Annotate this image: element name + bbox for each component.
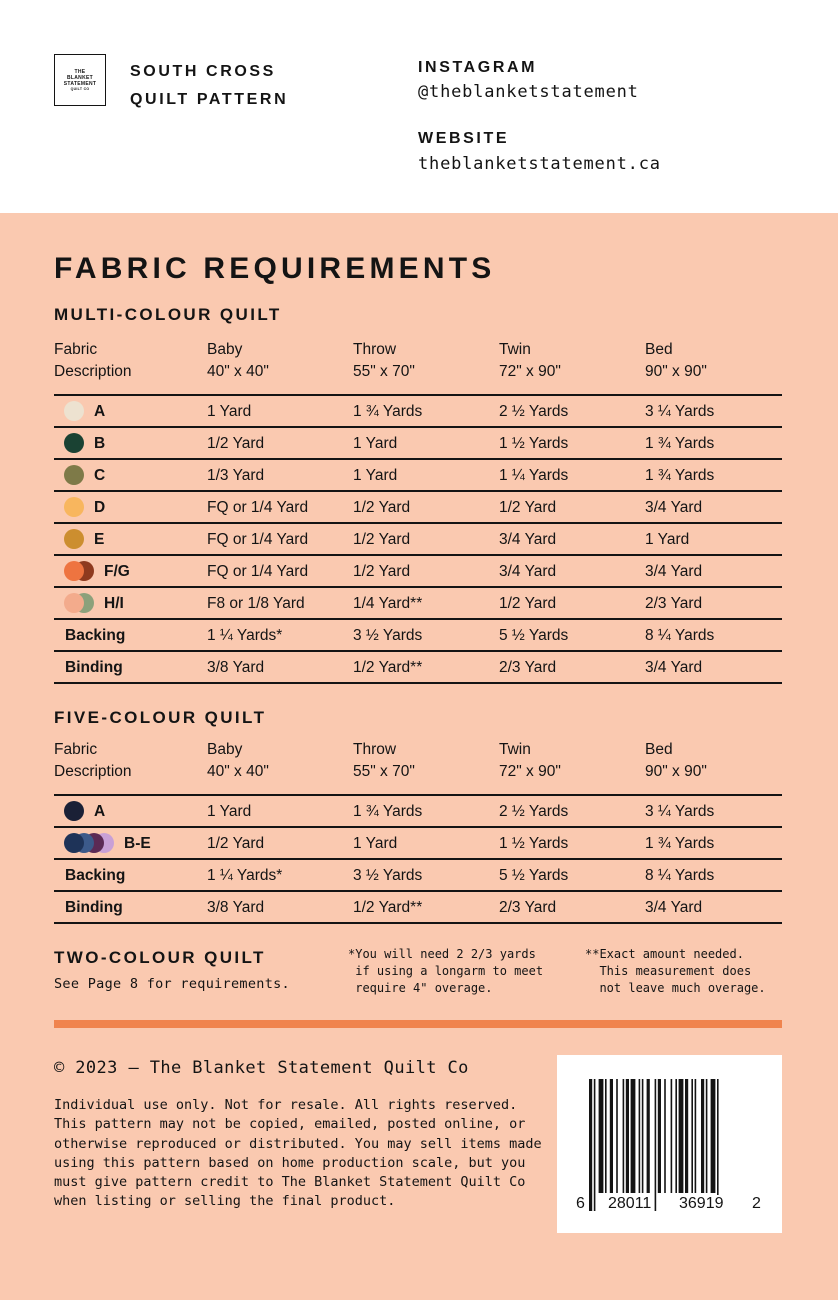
barcode-bar xyxy=(664,1079,666,1193)
yardage-cell: 1/2 Yard xyxy=(499,595,557,612)
barcode-bar xyxy=(605,1079,607,1193)
size-name: Throw xyxy=(353,341,397,358)
table-row xyxy=(54,458,782,490)
header-fabric: Fabric xyxy=(54,741,98,758)
yardage-cell: 1/2 Yard xyxy=(353,563,411,580)
size-header xyxy=(499,739,561,783)
yardage-cell: 1 ¾ Yards xyxy=(353,403,423,420)
yardage-cell: 1/2 Yard** xyxy=(353,659,423,676)
barcode-bar xyxy=(675,1079,677,1193)
barcode xyxy=(557,1055,782,1233)
yardage-cell: 1/2 Yard xyxy=(207,435,265,452)
size-dimensions: 72" x 90" xyxy=(499,763,561,780)
barcode-bar xyxy=(711,1079,716,1193)
barcode-digit: 28011 xyxy=(608,1195,652,1212)
fabric-label: A xyxy=(94,403,106,420)
size-name: Throw xyxy=(353,741,397,758)
size-dimensions: 40" x 40" xyxy=(207,763,269,780)
barcode-bar xyxy=(695,1079,697,1193)
yardage-cell: 1 ¼ Yards xyxy=(499,467,569,484)
yardage-cell: 1 Yard xyxy=(207,403,252,420)
yardage-cell: 1 Yard xyxy=(207,803,252,820)
barcode-digit: 6 xyxy=(576,1195,585,1212)
fabric-label: Binding xyxy=(65,659,123,676)
size-dimensions: 72" x 90" xyxy=(499,363,561,380)
barcode-bar xyxy=(658,1079,661,1193)
yardage-cell: 1 ¼ Yards* xyxy=(207,867,283,884)
size-name: Twin xyxy=(499,341,531,358)
barcode-bar xyxy=(589,1079,592,1211)
yardage-cell: 3/8 Yard xyxy=(207,899,265,916)
barcode-bar xyxy=(655,1079,657,1211)
yardage-cell: 3/4 Yard xyxy=(645,499,703,516)
fabric-swatch xyxy=(64,561,84,581)
size-header xyxy=(207,739,269,783)
yardage-cell: 1 Yard xyxy=(353,467,398,484)
fabric-label: B-E xyxy=(124,835,151,852)
fabric-label: D xyxy=(94,499,106,516)
fabric-swatch xyxy=(64,433,84,453)
yardage-cell: 2 ½ Yards xyxy=(499,403,569,420)
logo-text: THE xyxy=(74,68,86,75)
barcode-bar xyxy=(701,1079,704,1193)
yardage-cell: 3/4 Yard xyxy=(645,659,703,676)
fabric-label: F/G xyxy=(104,563,130,580)
fabric-swatch xyxy=(64,401,84,421)
table-row xyxy=(54,890,782,924)
barcode-bar xyxy=(639,1079,641,1193)
table-row xyxy=(54,650,782,684)
yardage-cell: 1/2 Yard xyxy=(353,499,411,516)
barcode-bar xyxy=(594,1079,596,1211)
size-header xyxy=(207,339,269,383)
size-header xyxy=(499,339,561,383)
accent-divider xyxy=(54,1020,782,1028)
barcode-bar xyxy=(647,1079,650,1193)
size-header xyxy=(353,739,415,783)
barcode-bar xyxy=(626,1079,629,1193)
size-dimensions: 40" x 40" xyxy=(207,363,269,380)
size-name: Bed xyxy=(645,741,673,758)
yardage-cell: 2/3 Yard xyxy=(645,595,703,612)
logo-text: QUILT CO xyxy=(70,86,90,91)
header-description: Description xyxy=(54,763,132,780)
yardage-cell: 1 ¾ Yards xyxy=(353,803,423,820)
yardage-cell: 1 ¼ Yards* xyxy=(207,627,283,644)
table-row xyxy=(54,426,782,458)
barcode-bar xyxy=(685,1079,688,1193)
yardage-cell: 1 ½ Yards xyxy=(499,835,569,852)
table-row xyxy=(54,794,782,826)
header-fabric: Fabric xyxy=(54,341,98,358)
barcode-bar xyxy=(599,1079,604,1193)
size-name: Baby xyxy=(207,341,243,358)
yardage-cell: 2 ½ Yards xyxy=(499,803,569,820)
yardage-cell: 1 ¾ Yards xyxy=(645,435,715,452)
barcode-bar xyxy=(706,1079,708,1193)
website-link[interactable]: theblanketstatement.ca xyxy=(418,154,661,174)
table-row xyxy=(54,618,782,650)
yardage-cell: 1/4 Yard** xyxy=(353,595,423,612)
size-header xyxy=(645,339,707,383)
size-name: Twin xyxy=(499,741,531,758)
yardage-cell: 3 ½ Yards xyxy=(353,627,423,644)
table-row xyxy=(54,554,782,586)
fabric-swatch xyxy=(64,497,84,517)
barcode-bar xyxy=(623,1079,625,1193)
yardage-cell: 1/2 Yard xyxy=(499,499,557,516)
barcode-digit: 36919 xyxy=(679,1195,724,1212)
size-header xyxy=(353,339,415,383)
fabric-label: B xyxy=(94,435,106,452)
fabric-swatch xyxy=(64,801,84,821)
yardage-cell: 3/4 Yard xyxy=(499,531,557,548)
fabric-label: H/I xyxy=(104,595,124,612)
yardage-cell: 1/2 Yard** xyxy=(353,899,423,916)
fabric-label: Backing xyxy=(65,867,126,884)
size-name: Bed xyxy=(645,341,673,358)
logo-text: BLANKET xyxy=(67,74,93,81)
yardage-cell: 1/2 Yard xyxy=(353,531,411,548)
footnote-exact-amount: **Exact amount needed. This measurement does not leave much overage. xyxy=(585,947,766,995)
yardage-cell: 1 Yard xyxy=(645,531,690,548)
fabric-description-header xyxy=(54,339,132,383)
header-band xyxy=(0,0,838,213)
fabric-swatch xyxy=(64,593,84,613)
multi-colour-title: MULTI-COLOUR QUILT xyxy=(54,305,282,324)
barcode-bar xyxy=(671,1079,673,1193)
size-header xyxy=(645,739,707,783)
barcode-bar xyxy=(679,1079,684,1193)
fabric-label: A xyxy=(94,803,106,820)
table-row xyxy=(54,858,782,890)
fabric-label: C xyxy=(94,467,106,484)
yardage-cell: 3 ½ Yards xyxy=(353,867,423,884)
yardage-cell: 3 ¼ Yards xyxy=(645,803,715,820)
table-row xyxy=(54,826,782,858)
yardage-cell: 2/3 Yard xyxy=(499,659,557,676)
two-colour-title: TWO-COLOUR QUILT xyxy=(54,948,266,967)
yardage-cell: 3 ¼ Yards xyxy=(645,403,715,420)
website-label: WEBSITE xyxy=(418,130,510,147)
fabric-swatch xyxy=(64,833,84,853)
yardage-cell: 8 ¼ Yards xyxy=(645,867,715,884)
yardage-cell: 1/2 Yard xyxy=(207,835,265,852)
two-colour-reference: See Page 8 for requirements. xyxy=(54,976,290,992)
yardage-cell: 3/4 Yard xyxy=(645,899,703,916)
instagram-handle[interactable]: @theblanketstatement xyxy=(418,82,639,102)
legal-notice: Individual use only. Not for resale. All rights reserved. This pattern may not be copied, emailed, posted online, or otherwise reproduced or distributed. You may sell items made using this pattern based on home production scale, but you must give pattern credit to The Blanket Statement Quilt Co when listing or selling the final product. xyxy=(54,1097,542,1210)
pattern-title xyxy=(130,58,288,114)
table-row xyxy=(54,490,782,522)
barcode-bar xyxy=(717,1079,719,1211)
header-description: Description xyxy=(54,363,132,380)
fabric-label: Backing xyxy=(65,627,126,644)
yardage-cell: 3/4 Yard xyxy=(499,563,557,580)
brand-logo xyxy=(54,54,106,106)
yardage-cell: 5 ½ Yards xyxy=(499,627,569,644)
yardage-cell: 1 ½ Yards xyxy=(499,435,569,452)
fabric-swatch xyxy=(64,465,84,485)
fabric-label: Binding xyxy=(65,899,123,916)
barcode-bar xyxy=(616,1079,618,1193)
barcode-bar xyxy=(610,1079,613,1193)
fabric-description-header xyxy=(54,739,132,783)
yardage-cell: 3/4 Yard xyxy=(645,563,703,580)
barcode-bars xyxy=(557,1055,782,1233)
barcode-bar xyxy=(631,1079,636,1193)
five-colour-title: FIVE-COLOUR QUILT xyxy=(54,708,267,727)
size-dimensions: 90" x 90" xyxy=(645,763,707,780)
yardage-cell: 3/8 Yard xyxy=(207,659,265,676)
yardage-cell: F8 or 1/8 Yard xyxy=(207,595,305,612)
pattern-title-line1: SOUTH CROSS xyxy=(130,63,276,80)
page-title: FABRIC REQUIREMENTS xyxy=(54,252,496,285)
footnote-backing: *You will need 2 2/3 yards if using a longarm to meet require 4" overage. xyxy=(348,947,544,995)
yardage-cell: FQ or 1/4 Yard xyxy=(207,499,309,516)
size-dimensions: 55" x 70" xyxy=(353,763,415,780)
yardage-cell: FQ or 1/4 Yard xyxy=(207,531,309,548)
pattern-title-line2: QUILT PATTERN xyxy=(130,91,289,108)
size-name: Baby xyxy=(207,741,243,758)
fabric-swatch xyxy=(64,529,84,549)
yardage-cell: 1 ¾ Yards xyxy=(645,835,715,852)
yardage-cell: 2/3 Yard xyxy=(499,899,557,916)
yardage-cell: FQ or 1/4 Yard xyxy=(207,563,309,580)
fabric-label: E xyxy=(94,531,105,548)
yardage-cell: 1 Yard xyxy=(353,835,398,852)
yardage-cell: 8 ¼ Yards xyxy=(645,627,715,644)
table-row xyxy=(54,522,782,554)
barcode-digit: 2 xyxy=(752,1195,761,1212)
table-row xyxy=(54,586,782,618)
logo-text: STATEMENT xyxy=(63,80,97,87)
instagram-label: INSTAGRAM xyxy=(418,59,538,76)
barcode-bar xyxy=(691,1079,693,1193)
barcode-bar xyxy=(642,1079,644,1193)
size-dimensions: 90" x 90" xyxy=(645,363,707,380)
table-row xyxy=(54,394,782,426)
yardage-cell: 1/3 Yard xyxy=(207,467,265,484)
size-dimensions: 55" x 70" xyxy=(353,363,415,380)
yardage-cell: 1 Yard xyxy=(353,435,398,452)
copyright: © 2023 – The Blanket Statement Quilt Co xyxy=(54,1058,469,1078)
yardage-cell: 1 ¾ Yards xyxy=(645,467,715,484)
yardage-cell: 5 ½ Yards xyxy=(499,867,569,884)
